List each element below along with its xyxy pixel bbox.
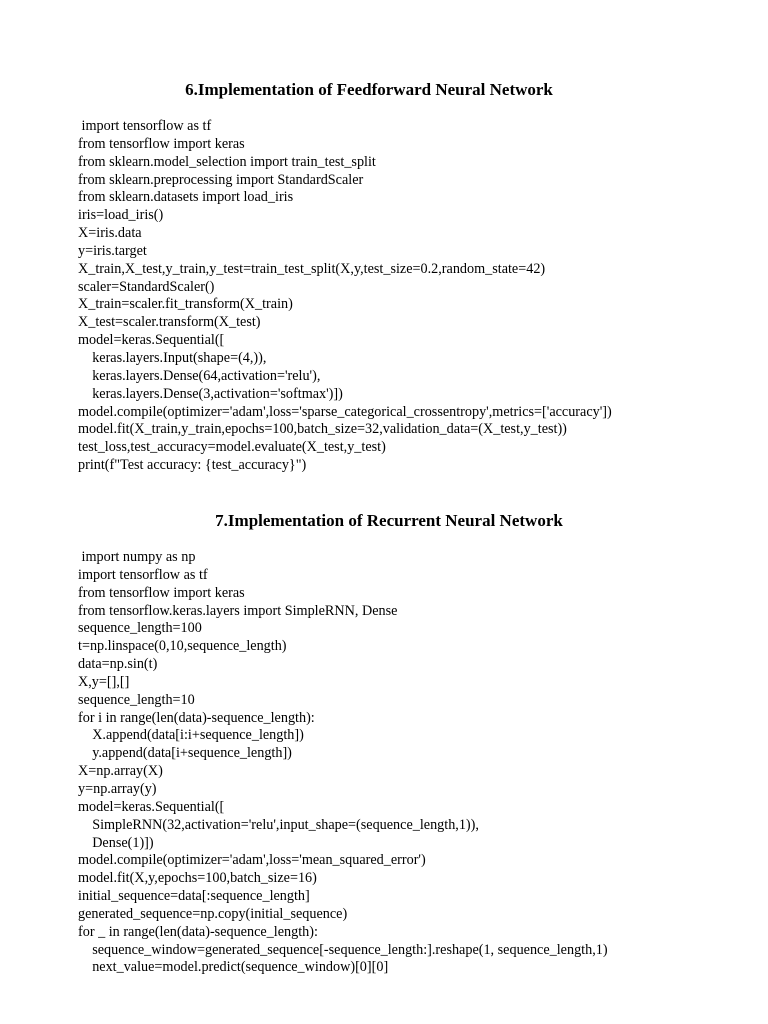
code-line: X,y=[],[] <box>78 673 130 690</box>
code-line: keras.layers.Dense(3,activation='softmax')]) <box>78 385 343 402</box>
code-line: initial_sequence=data[:sequence_length] <box>78 888 310 905</box>
code-line: scaler=StandardScaler() <box>78 278 215 295</box>
code-line: X=iris.data <box>78 225 142 242</box>
code-line: t=np.linspace(0,10,sequence_length) <box>78 638 287 655</box>
code-line: model=keras.Sequential([ <box>78 798 225 815</box>
code-line: iris=load_iris() <box>78 207 164 224</box>
code-line: from sklearn.preprocessing import StandardScaler <box>78 171 364 188</box>
code-line: X_train=scaler.fit_transform(X_train) <box>78 296 293 313</box>
code-line: y.append(data[i+sequence_length]) <box>78 745 292 762</box>
section-recurrent <box>0 509 768 976</box>
code-line: X_train,X_test,y_train,y_test=train_test_split(X,y,test_size=0.2,random_state=42) <box>78 260 546 277</box>
code-line: X.append(data[i:i+sequence_length]) <box>78 727 304 744</box>
code-line: next_value=model.predict(sequence_window)[0][0] <box>78 959 389 976</box>
code-line: model.compile(optimizer='adam',loss='mean_squared_error') <box>78 852 426 869</box>
code-line: data=np.sin(t) <box>78 656 158 673</box>
code-line: SimpleRNN(32,activation='relu',input_shape=(sequence_length,1)), <box>78 816 479 833</box>
code-line: model=keras.Sequential([ <box>78 332 225 349</box>
section-heading: 7.Implementation of Recurrent Neural Network <box>215 511 563 530</box>
section-heading: 6.Implementation of Feedforward Neural Network <box>185 80 553 99</box>
code-line: from tensorflow import keras <box>78 135 245 152</box>
code-line: sequence_length=10 <box>78 691 195 708</box>
code-line: for _ in range(len(data)-sequence_length): <box>78 923 318 940</box>
code-line: from tensorflow.keras.layers import SimpleRNN, Dense <box>78 602 398 619</box>
code-block <box>78 549 608 977</box>
code-line: model.compile(optimizer='adam',loss='sparse_categorical_crossentropy',metrics=['accuracy']) <box>78 403 612 420</box>
code-line: from sklearn.model_selection import train_test_split <box>78 153 376 170</box>
code-line: generated_sequence=np.copy(initial_sequence) <box>78 905 348 922</box>
code-line: sequence_window=generated_sequence[-sequence_length:].reshape(1, sequence_length,1) <box>78 941 608 958</box>
code-line: model.fit(X_train,y_train,epochs=100,batch_size=32,validation_data=(X_test,y_test)) <box>78 421 567 438</box>
code-line: import tensorflow as tf <box>78 118 212 134</box>
code-line: from sklearn.datasets import load_iris <box>78 189 294 206</box>
code-line: print(f"Test accuracy: {test_accuracy}") <box>78 457 307 474</box>
code-line: keras.layers.Dense(64,activation='relu'), <box>78 367 321 384</box>
code-line: y=iris.target <box>78 242 147 259</box>
code-line: for i in range(len(data)-sequence_length): <box>78 709 315 726</box>
code-line: keras.layers.Input(shape=(4,)), <box>78 349 267 366</box>
code-line: X_test=scaler.transform(X_test) <box>78 314 261 331</box>
code-line: Dense(1)]) <box>78 834 154 851</box>
code-line: X=np.array(X) <box>78 763 163 780</box>
code-line: sequence_length=100 <box>78 620 202 637</box>
code-line: import numpy as np <box>78 549 196 565</box>
code-line: from tensorflow import keras <box>78 584 245 601</box>
code-line: test_loss,test_accuracy=model.evaluate(X_test,y_test) <box>78 439 386 456</box>
code-line: import tensorflow as tf <box>78 566 208 583</box>
code-line: model.fit(X,y,epochs=100,batch_size=16) <box>78 870 317 887</box>
code-line: y=np.array(y) <box>78 780 157 797</box>
code-block <box>78 118 612 475</box>
section-feedforward <box>0 78 768 474</box>
